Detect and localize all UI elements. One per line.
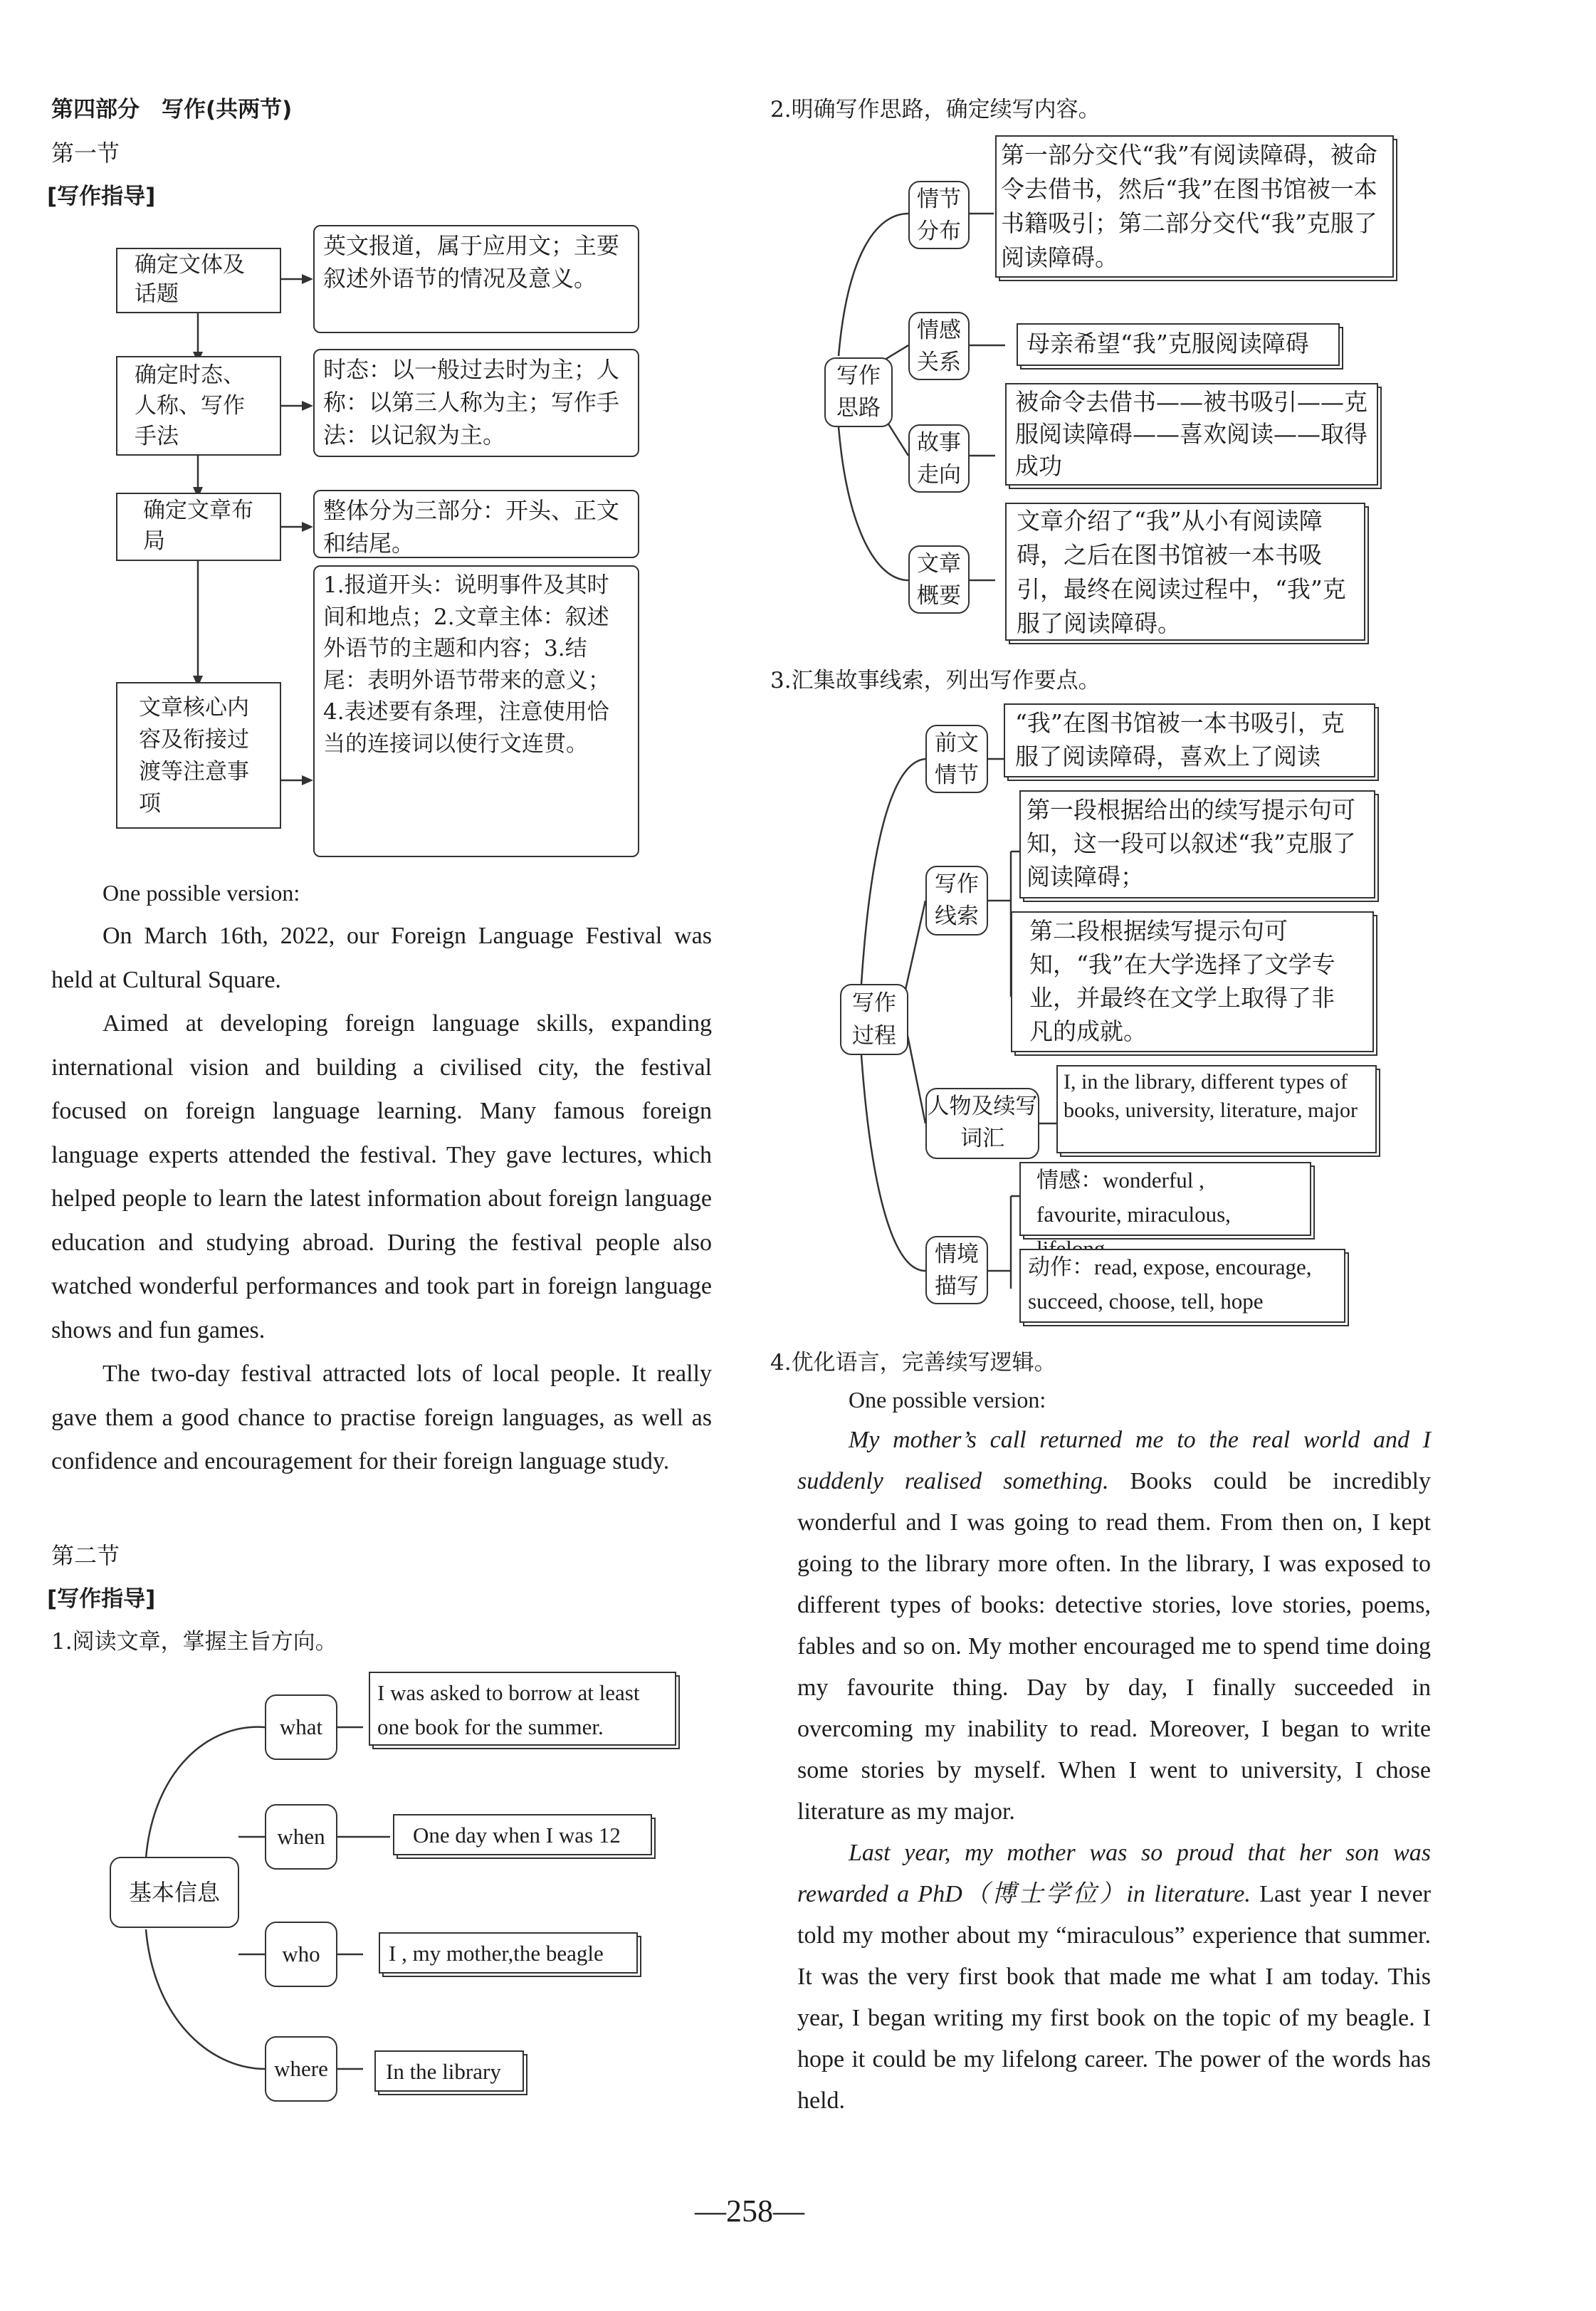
- section1-guide-tag: [写作指导]: [47, 184, 156, 209]
- mindmap1-key-what: what: [265, 1694, 337, 1760]
- section1-title: 第一节: [51, 140, 120, 167]
- mindmap1-key-when: when: [265, 1804, 337, 1870]
- mindmap1-value-who: I , my mother,the beagle: [379, 1932, 638, 1974]
- mindmap2-value-direction: 被命令去借书——被书吸引——克服阅读障碍——喜欢阅读——取得成功: [1005, 383, 1378, 486]
- mindmap2-key-emotion: 情感关系: [908, 312, 970, 380]
- flow-desc-4: 1.报道开头：说明事件及其时间和地点；2.文章主体：叙述外语节的主题和内容；3.结尾：表明外语节带来的意义；4.表述要有条理，注意使用恰当的连接词以使行文连贯。: [313, 565, 639, 857]
- essay-paragraph-rest: Last year I never told my mother about my “miraculous” experience that summer. It was the very first book that made me what I am today. This year, I began writing my first book on the topic of my beagle. I hope it could be my lifelong career. The power of the words has held.: [797, 1881, 1431, 2114]
- mindmap2-key-summary: 文章概要: [908, 545, 970, 614]
- section2-title: 第二节: [51, 1542, 120, 1569]
- mindmap2-value-emotion: 母亲希望“我”克服阅读障碍: [1017, 323, 1340, 366]
- part-title: 第四部分 写作(共两节): [51, 97, 293, 122]
- mindmap3-value-feeling: 情感：wonderful , favourite, miraculous,: [1019, 1162, 1311, 1236]
- page-number: —258—: [695, 2194, 804, 2228]
- mindmap3-value-action: 动作：read, expose, encourage, succeed, choose, tell, hope: [1019, 1249, 1345, 1323]
- essay-paragraph: Aimed at developing foreign language skills, expanding international vision and building a civilised city, the festival focused on foreign language learning. Many famous foreign language experts attended the festival. They gave lectures, which helped people to learn the latest information about foreign language education and studying abroad. During the festival people also watched wonderful performances and took part in foreign language shows and fun games.: [51, 1010, 712, 1343]
- section2-guide-tag: [写作指导]: [47, 1586, 156, 1612]
- flow-step-4: 文章核心内容及衔接过渡等注意事项: [116, 682, 281, 829]
- flow-step-3: 确定文章布局: [116, 493, 281, 561]
- flow-step-2: 确定时态、人称、写作手法: [116, 356, 281, 456]
- step4-version-label: One possible version:: [849, 1387, 1046, 1413]
- flow-desc-3: 整体分为三部分：开头、正文和结尾。: [313, 490, 639, 558]
- mindmap3-key-clues: 写作线索: [925, 866, 988, 936]
- mindmap2-value-plot: 第一部分交代“我”有阅读障碍，被命令去借书，然后“我”在图书馆被一本书籍吸引；第二部分交代“我”克服了阅读障碍。: [995, 135, 1394, 278]
- mindmap3-value-previous: “我”在图书馆被一本书吸引，克服了阅读障碍，喜欢上了阅读: [1004, 703, 1375, 777]
- mindmap2-key-direction: 故事走向: [908, 424, 970, 493]
- mindmap3-value-vocab: I, in the library, different types of books, university, literature, major: [1056, 1065, 1377, 1153]
- mindmap1-value-what: I was asked to borrow at least one book for the summer.: [369, 1672, 676, 1746]
- mindmap3-key-vocab: 人物及续写词汇: [925, 1088, 1039, 1159]
- essay-paragraph-rest: Books could be incredibly wonderful and I was going to read them. From then on, I kept going to the library more often. In the library, I was exposed to different types of books: detective stories, love stories, poems, fables and so on. My mother encouraged me to spend time doing my favourite thing. Day by day, I finally succeeded in overcoming my inability to read. Moreover, I began to write some stories by myself. When I went to university, I chose literature as my major.: [797, 1468, 1431, 1825]
- mindmap3-value-clue-2: 第二段根据续写提示句可知，“我”在大学选择了文学专业，并最终在文学上取得了非凡的成就。: [1011, 911, 1374, 1052]
- mindmap2-value-summary: 文章介绍了“我”从小有阅读障碍，之后在图书馆被一本书吸引，最终在阅读过程中，“我”克服了阅读障碍。: [1005, 503, 1365, 641]
- mindmap1-value-where: In the library: [374, 2050, 524, 2092]
- mindmap3-key-scene: 情境描写: [925, 1236, 988, 1304]
- flow-step-1: 确定文体及话题: [116, 248, 281, 313]
- mindmap3-center: 写作过程: [840, 984, 908, 1055]
- essay-paragraph: The two-day festival attracted lots of local people. It really gave them a good chance to practise foreign languages, as well as confidence and encouragement for their foreign language study.: [51, 1361, 712, 1474]
- step4-label: 4.优化语言，完善续写逻辑。: [770, 1350, 1056, 1375]
- mindmap2-key-plot: 情节分布: [908, 181, 970, 249]
- essay-paragraph: On March 16th, 2022, our Foreign Language Festival was held at Cultural Square.: [51, 923, 712, 993]
- step2-label: 2.明确写作思路，确定续写内容。: [770, 97, 1101, 122]
- mindmap1-value-when: One day when I was 12: [393, 1814, 652, 1855]
- mindmap3-value-clue-1: 第一段根据给出的续写提示句可知，这一段可以叙述“我”克服了阅读障碍；: [1019, 790, 1375, 898]
- mindmap1-key-who: who: [265, 1922, 337, 1987]
- step4-essay: [797, 1420, 1431, 2122]
- mindmap3-key-previous: 前文情节: [925, 725, 988, 793]
- step3-label: 3.汇集故事线索，列出写作要点。: [770, 668, 1101, 693]
- flow-desc-1: 英文报道，属于应用文；主要叙述外语节的情况及意义。: [313, 225, 639, 333]
- section1-version-label: One possible version:: [103, 880, 300, 906]
- step1-label: 1.阅读文章，掌握主旨方向。: [51, 1629, 337, 1655]
- essay-lead-sentence: Last year, my mother was so proud that her son was rewarded a PhD（博士学位）in literature.: [797, 1840, 1431, 1907]
- essay-lead-sentence: My mother’s call returned me to the real world and I suddenly realised something.: [797, 1427, 1431, 1494]
- mindmap1-key-where: where: [265, 2036, 337, 2102]
- mindmap1-center: 基本信息: [110, 1857, 239, 1928]
- flow-desc-2: 时态：以一般过去时为主；人称：以第三人称为主；写作手法：以记叙为主。: [313, 349, 639, 457]
- mindmap2-center: 写作思路: [824, 357, 893, 427]
